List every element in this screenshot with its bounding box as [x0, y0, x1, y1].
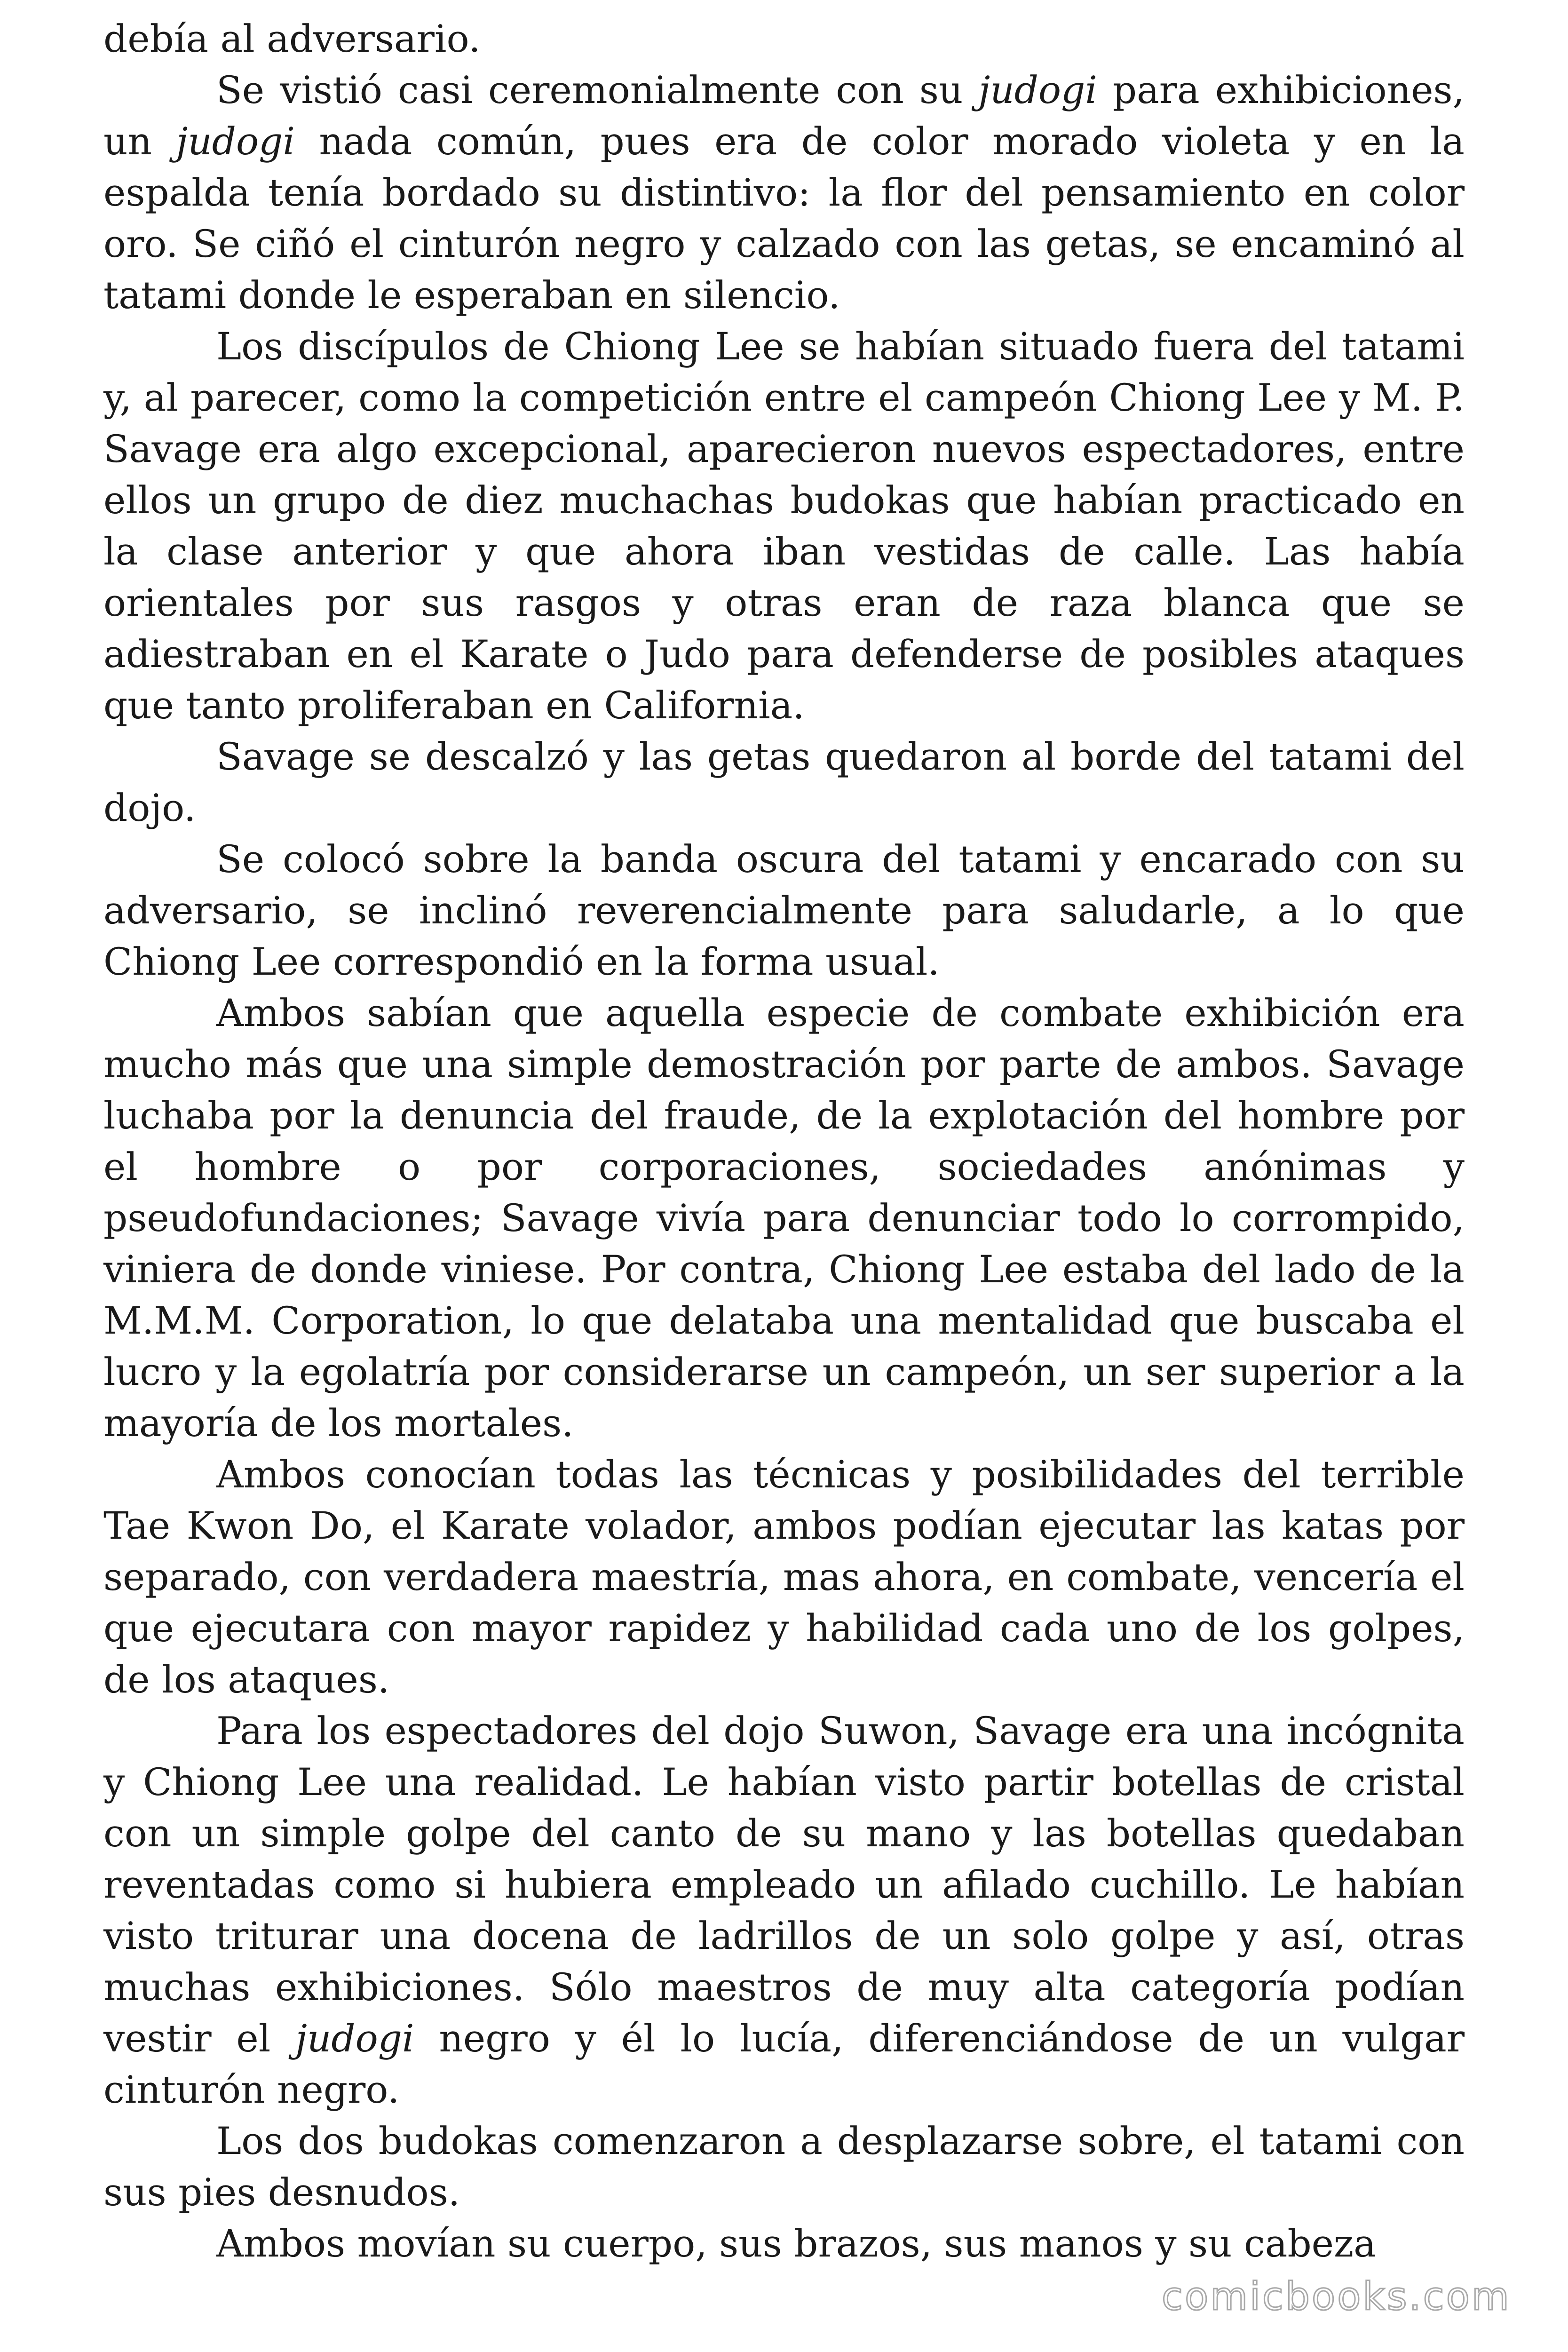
- paragraph: [103, 13, 1465, 64]
- paragraph: [103, 1705, 1465, 2115]
- paragraph: [103, 1449, 1465, 1705]
- paragraph: [103, 321, 1465, 731]
- italic-term: judogi: [295, 2017, 414, 2060]
- text-run: para exhibiciones, un: [103, 68, 1465, 163]
- text-run: negro y él lo lucía, diferenciándose de un vulgar cinturón negro.: [103, 2017, 1465, 2112]
- text-run: Ambos sabían que aquella especie de combate exhibición era mucho más que una simple demostración por parte de ambos. Savage luchaba por la denuncia del fraude, de la explotación del hombre por el hombre o por corporaciones, sociedades anónimas y pseudofundaciones; Savage vivía para denunciar todo lo corrompido, viniera de donde viniese. Por contra, Chiong Lee estaba del lado de la M.M.M. Corporation, lo que delataba una mentalidad que buscaba el lucro y la egolatría por considerarse un campeón, un ser superior a la mayoría de los mortales.: [103, 991, 1465, 1445]
- text-run: Se vistió casi ceremonialmente con su: [216, 68, 979, 112]
- text-run: Se colocó sobre la banda oscura del tatami y encarado con su adversario, se inclinó reverencialmente para saludarle, a lo que Chiong Lee correspondió en la forma usual.: [103, 837, 1465, 984]
- text-run: Ambos movían su cuerpo, sus brazos, sus manos y su cabeza: [216, 2222, 1376, 2265]
- text-run: Savage se descalzó y las getas quedaron al borde del tatami del dojo.: [103, 735, 1465, 830]
- text-run: nada común, pues era de color morado violeta y en la espalda tenía bordado su distintivo: la flor del pensamiento en color oro. Se ciñó el cinturón negro y calzado con las getas, se encaminó al tatami donde le esperaban en silencio.: [103, 119, 1465, 317]
- text-run: Ambos conocían todas las técnicas y posibilidades del terrible Tae Kwon Do, el Karate volador, ambos podían ejecutar las katas por separado, con verdadera maestría, mas ahora, en combate, vencería el que ejecutara con mayor rapidez y habilidad cada uno de los golpes, de los ataques.: [103, 1453, 1465, 1701]
- text-run: Los dos budokas comenzaron a desplazarse sobre, el tatami con sus pies desnudos.: [103, 2119, 1465, 2214]
- paragraph: [103, 731, 1465, 834]
- paragraph: [103, 2115, 1465, 2218]
- book-page-text: [103, 13, 1465, 2269]
- text-run: Los discípulos de Chiong Lee se habían situado fuera del tatami y, al parecer, como la competición entre el campeón Chiong Lee y M. P. Savage era algo excepcional, aparecieron nuevos espectadores, entre ellos un grupo de diez muchachas budokas que habían practicado en la clase anterior y que ahora iban vestidas de calle. Las había orientales por sus rasgos y otras eran de raza blanca que se adiestraban en el Karate o Judo para defenderse de posibles ataques que tanto proliferaban en California.: [103, 325, 1465, 727]
- paragraph: [103, 987, 1465, 1449]
- paragraph: [103, 834, 1465, 987]
- paragraph: [103, 2218, 1465, 2269]
- text-run: debía al adversario.: [103, 17, 481, 61]
- text-run: Para los espectadores del dojo Suwon, Savage era una incógnita y Chiong Lee una realidad. Le habían visto partir botellas de cristal con un simple golpe del canto de su mano y las botellas quedaban reventadas como si hubiera empleado un afilado cuchillo. Le habían visto triturar una docena de ladrillos de un solo golpe y así, otras muchas exhibiciones. Sólo maestros de muy alta categoría podían vestir el: [103, 1709, 1465, 2060]
- italic-term: judogi: [176, 119, 295, 163]
- italic-term: judogi: [978, 68, 1097, 112]
- watermark: comicbooks.com: [1162, 2274, 1511, 2319]
- paragraph: [103, 64, 1465, 321]
